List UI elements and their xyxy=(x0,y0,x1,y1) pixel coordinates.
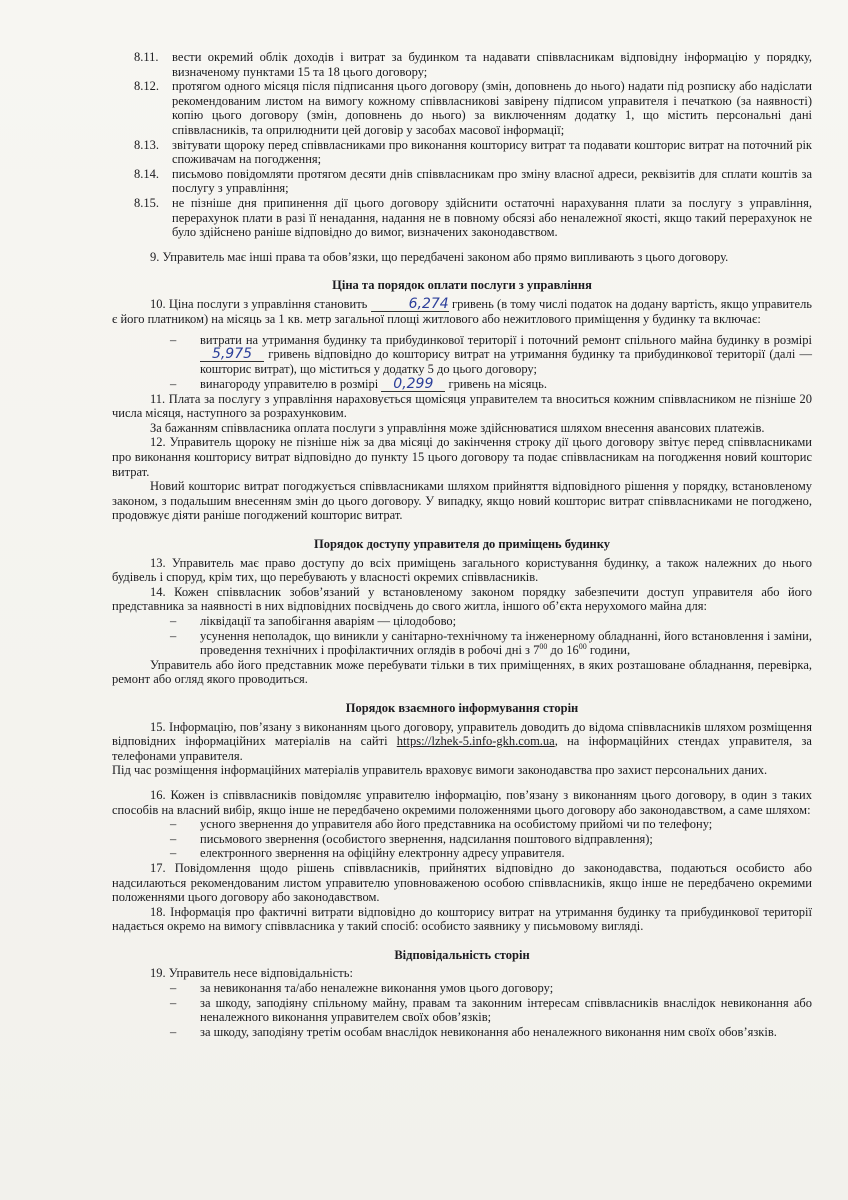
clause-16-item-3: – електронного звернення на офіційну електронну адресу управителя. xyxy=(170,846,565,861)
clause-8-11: 8.11. вести окремий облік доходів і витрат за будинком та надавати співвласникам відповідну інформацію у порядку, визначеному пунктами 15 та 18 цього договору; xyxy=(134,50,812,79)
handwritten-fee-value: 0,299 xyxy=(381,378,445,392)
handwritten-maintenance-value: 5,975 xyxy=(200,348,264,362)
clause-16-item-1: – усного звернення до управителя або його представника на особистому прийомі чи по телефону; xyxy=(170,817,713,832)
clause-9: 9. Управитель має інші права та обов’язки, що передбачені законом або прямо випливають з цього договору. xyxy=(150,249,729,264)
clause-14-item-1: – ліквідації та запобігання аваріям — цілодобово; xyxy=(170,614,457,628)
section-heading-information: Порядок взаємного інформування сторін xyxy=(345,700,579,715)
clause-19: 19. Управитель несе відповідальність: xyxy=(150,966,353,981)
clause-10-item-2: – винагороду управителю в розмірі 0,299 гривень на місяць. xyxy=(170,375,547,392)
clause-12: 12. Управитель щороку не пізніше ніж за два місяці до закінчення строку дії цього договору звітує перед співвласниками про виконання кошторису витрат відповідно до пункту 15 цього договору та подає співвласникам на погодження новий кошторис витрат. xyxy=(112,435,812,479)
clause-19-item-2: – за шкоду, заподіяну спільному майну, правам та законним інтересам співвласників внаслідок невиконання або неналежного виконання управителем своїх обов’язків; xyxy=(170,995,812,1025)
clause-14: 14. Кожен співвласник зобов’язаний у встановленому законом порядку забезпечити доступ управителя або його представника за наявності в них відповідних посвідчень до свого житла, іншого об’єкта нерухомого майна для: xyxy=(112,584,812,614)
clause-15: 15. Інформацію, пов’язану з виконанням цього договору, управитель доводить до відома співвласників шляхом розміщення відповідних інформаційних матеріалів на сайті https://lzhek-5.info-gkh.com.ua, на інформаційних стендах управителя, за телефонами управителя. xyxy=(112,719,812,763)
clause-11: 11. Плата за послугу з управління нараховується щомісяця управителем та вноситься кожним співвласником не пізніше 20 числа місяця, наступного за розрахунковим. xyxy=(112,391,812,421)
clause-8-15: 8.15. не пізніше дня припинення дії цього договору здійснити остаточні нарахування плати за послугу з управління, перерахунок плати в разі її ненадання, надання не в повному обсязі або неналежної якості, якщо такий перерахунок не було здійснено раніше відповідно до вимог, визначених законодавством. xyxy=(134,195,812,240)
clause-19-item-3: – за шкоду, заподіяну третім особам внаслідок невиконання або неналежного виконання ним своїх обов’язків. xyxy=(170,1024,777,1039)
clause-10-item-1: – витрати на утримання будинку та прибудинкової території і поточний ремонт спільного майна будинку в розмірі 5,975 гривень відповідно до кошторису витрат на утримання будинку та прибудинкової території (далі — кошторис витрат), що міститься у додатку 5 до цього договору; xyxy=(170,332,813,377)
handwritten-price-value: 6,274 xyxy=(371,298,449,312)
clause-17: 17. Повідомлення щодо рішень співвласників, прийнятих відповідно до законодавства, подаються особисто або надсилаються рекомендованим листом управителю уповноваженою особою співвласників, якщо інше не передбачено окремими положеннями цього договору або законодавством. xyxy=(112,860,812,905)
clause-10: 10. Ціна послуги з управління становить 6,274 гривень (в тому числі податок на додану вартість, якщо управитель є його платником) на місяць за 1 кв. метр загальної площі житлового або нежитлового приміщення у будинку та включає: xyxy=(112,295,813,326)
clause-8-14: 8.14. письмово повідомляти протягом десяти днів співвласникам про зміну власної адреси, реквізитів для сплати коштів за послугу з управління; xyxy=(134,166,812,196)
clause-16: 16. Кожен із співвласників повідомляє управителю інформацію, пов’язану з виконанням цього договору, в один з таких способів на власний вибір, якщо інше не передбачено окремими положеннями цього договору або законодавством, а саме шляхом: xyxy=(112,787,812,817)
clause-13: 13. Управитель має право доступу до всіх приміщень загального користування будинку, а також належних до нього будівель і споруд, крім тих, що перебувають у власності окремих співвласників. xyxy=(112,555,812,585)
clause-16-item-2: – письмового звернення (особистого звернення, надсилання поштового відправлення); xyxy=(170,831,653,846)
clause-18: 18. Інформація про фактичні витрати відповідно до кошторису витрат на утримання будинку та прибудинкової території надається окремо на вимогу співвласника у такий спосіб: особисто заявнику у письмовому вигляді. xyxy=(112,904,812,934)
clause-14-presence: Управитель або його представник може перебувати тільки в тих приміщеннях, в яких розташоване обладнання, перевірка, ремонт або огляд якого проводиться. xyxy=(112,657,812,687)
clause-19-item-1: – за невиконання та/або неналежне виконання умов цього договору; xyxy=(170,981,554,996)
clause-11-advance: За бажанням співвласника оплата послуги з управління може здійснюватися шляхом внесення авансових платежів. xyxy=(150,420,765,435)
clause-15-privacy: Під час розміщення інформаційних матеріалів управитель враховує вимоги законодавства про захист персональних даних. xyxy=(112,763,768,778)
clause-12-new-estimate: Новий кошторис витрат погоджується співвласниками шляхом прийняття відповідного рішення у порядку, встановленому законом, з подальшим внесенням змін до цього договору. У випадку, якщо новий кошторис витрат співвласниками не погоджено, продовжує діяти раніше погоджений кошторис витрат. xyxy=(112,479,812,523)
clause-8-13: 8.13. звітувати щороку перед співвласниками про виконання кошторису витрат та подавати кошторис витрат на поточний рік споживачам на погодження; xyxy=(134,137,812,167)
document-body xyxy=(112,50,812,1039)
section-heading-price: Ціна та порядок оплати послуги з управління xyxy=(332,278,592,293)
section-heading-responsibility: Відповідальність сторін xyxy=(394,947,530,962)
website-link[interactable]: https://lzhek-5.info-gkh.com.ua xyxy=(396,734,555,749)
section-heading-access: Порядок доступу управителя до приміщень будинку xyxy=(313,537,611,552)
clause-8-12: 8.12. протягом одного місяця після підписання цього договору (змін, доповнень до нього) надати під розписку або надіслати рекомендованим листом на вимогу кожному співвласникові завірену підписом управителя і печаткою (за наявності) копію цього договору (змін, доповнень до нього) за виключенням додатку 1, що містить персональні дані співвласників, та оприлюднити цей договір у засобах масової інформації; xyxy=(134,79,812,137)
clause-14-item-2: – усунення неполадок, що виникли у санітарно-технічному та інженерному обладнанні, його встановлення і заміни, проведення технічних і профілактичних оглядів в робочі дні з $7^{00}$ до $16^{00}$ години, xyxy=(170,628,812,658)
